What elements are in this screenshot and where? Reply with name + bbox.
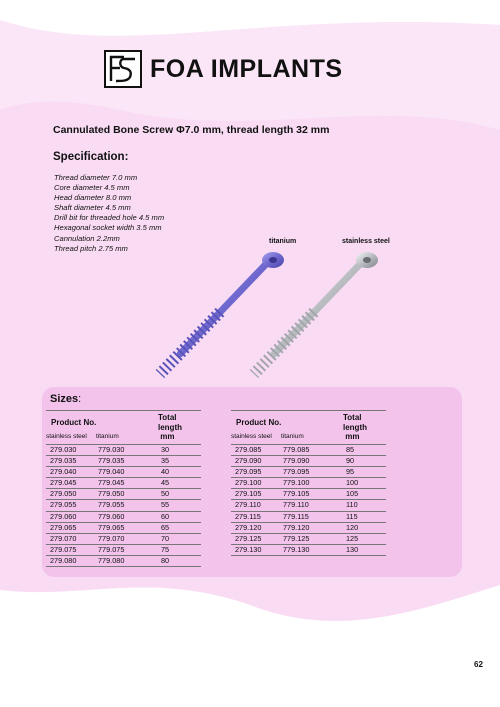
spec-item: Thread diameter 7.0 mm bbox=[54, 173, 138, 182]
sizes-table-left bbox=[46, 410, 201, 567]
total-length-value: 80 bbox=[161, 555, 170, 565]
specification-list bbox=[54, 173, 164, 254]
table-row bbox=[46, 445, 201, 456]
table-row bbox=[46, 478, 201, 489]
total-length-value: 40 bbox=[161, 467, 170, 477]
titanium-product-no: 779.125 bbox=[283, 533, 310, 543]
titanium-product-no: 779.130 bbox=[283, 544, 310, 554]
titanium-product-no: 779.050 bbox=[98, 489, 125, 499]
titanium-product-no: 779.080 bbox=[98, 555, 125, 565]
fs-logo-icon bbox=[104, 50, 142, 88]
stainless-product-no: 279.060 bbox=[50, 511, 77, 521]
stainless-product-no: 279.030 bbox=[50, 445, 77, 454]
table-row bbox=[231, 467, 386, 478]
total-length-value: 120 bbox=[346, 522, 359, 532]
stainless-product-no: 279.035 bbox=[50, 456, 77, 466]
spec-item: Shaft diameter 4.5 mm bbox=[54, 203, 131, 213]
stainless-product-no: 279.095 bbox=[235, 467, 262, 477]
titanium-product-no: 779.060 bbox=[98, 511, 125, 521]
total-length-value: 110 bbox=[346, 500, 358, 510]
table-row bbox=[46, 467, 201, 478]
total-length-value: 70 bbox=[161, 533, 170, 543]
spec-item: Hexagonal socket width 3.5 mm bbox=[54, 223, 162, 233]
stainless-product-no: 279.125 bbox=[235, 533, 262, 543]
total-length-header: Total length mm bbox=[158, 413, 182, 441]
product-title: Cannulated Bone Screw Φ7.0 mm, thread length 32 mm bbox=[53, 124, 330, 136]
table-row bbox=[231, 534, 386, 545]
total-length-value: 65 bbox=[161, 522, 170, 532]
total-length-value: 35 bbox=[161, 456, 170, 466]
table-row bbox=[46, 489, 201, 500]
table-row bbox=[231, 445, 386, 456]
stainless-steel-label: stainless steel bbox=[342, 238, 390, 245]
table-row bbox=[231, 500, 386, 511]
total-length-value: 95 bbox=[346, 467, 355, 477]
spec-item: Thread pitch 2.75 mm bbox=[54, 243, 128, 253]
titanium-product-no: 779.085 bbox=[283, 445, 310, 454]
total-length-value: 50 bbox=[161, 489, 170, 499]
stainless-product-no: 279.070 bbox=[50, 533, 77, 543]
table-row bbox=[231, 456, 386, 467]
table-row bbox=[231, 545, 386, 556]
stainless-product-no: 279.040 bbox=[50, 467, 77, 477]
table-row bbox=[46, 512, 201, 523]
titanium-product-no: 779.065 bbox=[98, 522, 125, 532]
titanium-product-no: 779.105 bbox=[283, 489, 310, 499]
stainless-product-no: 279.085 bbox=[235, 445, 262, 454]
sizes-heading: Sizes: bbox=[50, 393, 82, 405]
brand-name: FOA IMPLANTS bbox=[150, 54, 343, 83]
titanium-subheader: titanium bbox=[281, 433, 304, 440]
table-header bbox=[46, 410, 201, 445]
product-no-header: Product No. bbox=[51, 418, 97, 427]
sizes-table-right bbox=[231, 410, 386, 556]
product-no-header: Product No. bbox=[236, 418, 282, 427]
titanium-subheader: titanium bbox=[96, 433, 119, 440]
stainless-product-no: 279.130 bbox=[235, 544, 262, 554]
total-length-value: 55 bbox=[161, 500, 170, 510]
stainless-product-no: 279.120 bbox=[235, 522, 262, 532]
stainless-product-no: 279.090 bbox=[235, 456, 262, 466]
stainless-product-no: 279.115 bbox=[235, 511, 261, 521]
titanium-product-no: 779.045 bbox=[98, 478, 125, 488]
total-length-value: 90 bbox=[346, 456, 355, 466]
titanium-product-no: 779.070 bbox=[98, 533, 125, 543]
titanium-product-no: 779.120 bbox=[283, 522, 310, 532]
specification-heading: Specification: bbox=[53, 151, 129, 163]
brand-header bbox=[104, 50, 343, 88]
table-row bbox=[231, 523, 386, 534]
stainless-product-no: 279.105 bbox=[235, 489, 262, 499]
screw-images bbox=[140, 250, 390, 380]
table-row bbox=[231, 512, 386, 523]
titanium-product-no: 779.075 bbox=[98, 544, 125, 554]
page-number: 62 bbox=[474, 660, 483, 669]
total-length-value: 45 bbox=[161, 478, 170, 488]
table-row bbox=[46, 545, 201, 556]
titanium-product-no: 779.100 bbox=[283, 478, 310, 488]
table-row bbox=[46, 534, 201, 545]
table-row bbox=[46, 500, 201, 511]
stainless-product-no: 279.065 bbox=[50, 522, 77, 532]
stainless-screw-image bbox=[254, 252, 378, 374]
total-length-header: Total length mm bbox=[343, 413, 367, 441]
spec-item: Head diameter 8.0 mm bbox=[54, 193, 132, 203]
spec-item: Core diameter 4.5 mm bbox=[54, 183, 130, 193]
titanium-product-no: 779.110 bbox=[283, 500, 309, 510]
spec-item: Drill bit for threaded hole 4.5 mm bbox=[54, 213, 165, 223]
total-length-value: 75 bbox=[161, 544, 170, 554]
titanium-product-no: 779.115 bbox=[283, 511, 309, 521]
stainless-steel-subheader: stainless steel bbox=[46, 433, 87, 440]
stainless-steel-subheader: stainless steel bbox=[231, 433, 272, 440]
titanium-product-no: 779.055 bbox=[98, 500, 125, 510]
titanium-product-no: 779.040 bbox=[98, 467, 125, 477]
stainless-product-no: 279.075 bbox=[50, 544, 77, 554]
stainless-product-no: 279.055 bbox=[50, 500, 77, 510]
titanium-product-no: 779.095 bbox=[283, 467, 310, 477]
table-row bbox=[231, 489, 386, 500]
table-header bbox=[231, 410, 386, 445]
table-row bbox=[46, 523, 201, 534]
titanium-label: titanium bbox=[269, 238, 297, 245]
titanium-product-no: 779.090 bbox=[283, 456, 310, 466]
total-length-value: 30 bbox=[161, 445, 170, 454]
total-length-value: 115 bbox=[346, 511, 358, 521]
titanium-product-no: 779.030 bbox=[98, 445, 125, 454]
stainless-product-no: 279.110 bbox=[235, 500, 261, 510]
total-length-value: 125 bbox=[346, 533, 359, 543]
table-row bbox=[46, 556, 201, 567]
titanium-product-no: 779.035 bbox=[98, 456, 125, 466]
total-length-value: 105 bbox=[346, 489, 359, 499]
total-length-value: 130 bbox=[346, 544, 359, 554]
stainless-product-no: 279.080 bbox=[50, 555, 77, 565]
stainless-product-no: 279.045 bbox=[50, 478, 77, 488]
stainless-product-no: 279.050 bbox=[50, 489, 77, 499]
spec-item: Cannulation 2.2mm bbox=[54, 233, 120, 243]
total-length-value: 60 bbox=[161, 511, 170, 521]
total-length-value: 85 bbox=[346, 445, 355, 454]
total-length-value: 100 bbox=[346, 478, 359, 488]
table-row bbox=[46, 456, 201, 467]
table-row bbox=[231, 478, 386, 489]
stainless-product-no: 279.100 bbox=[235, 478, 262, 488]
